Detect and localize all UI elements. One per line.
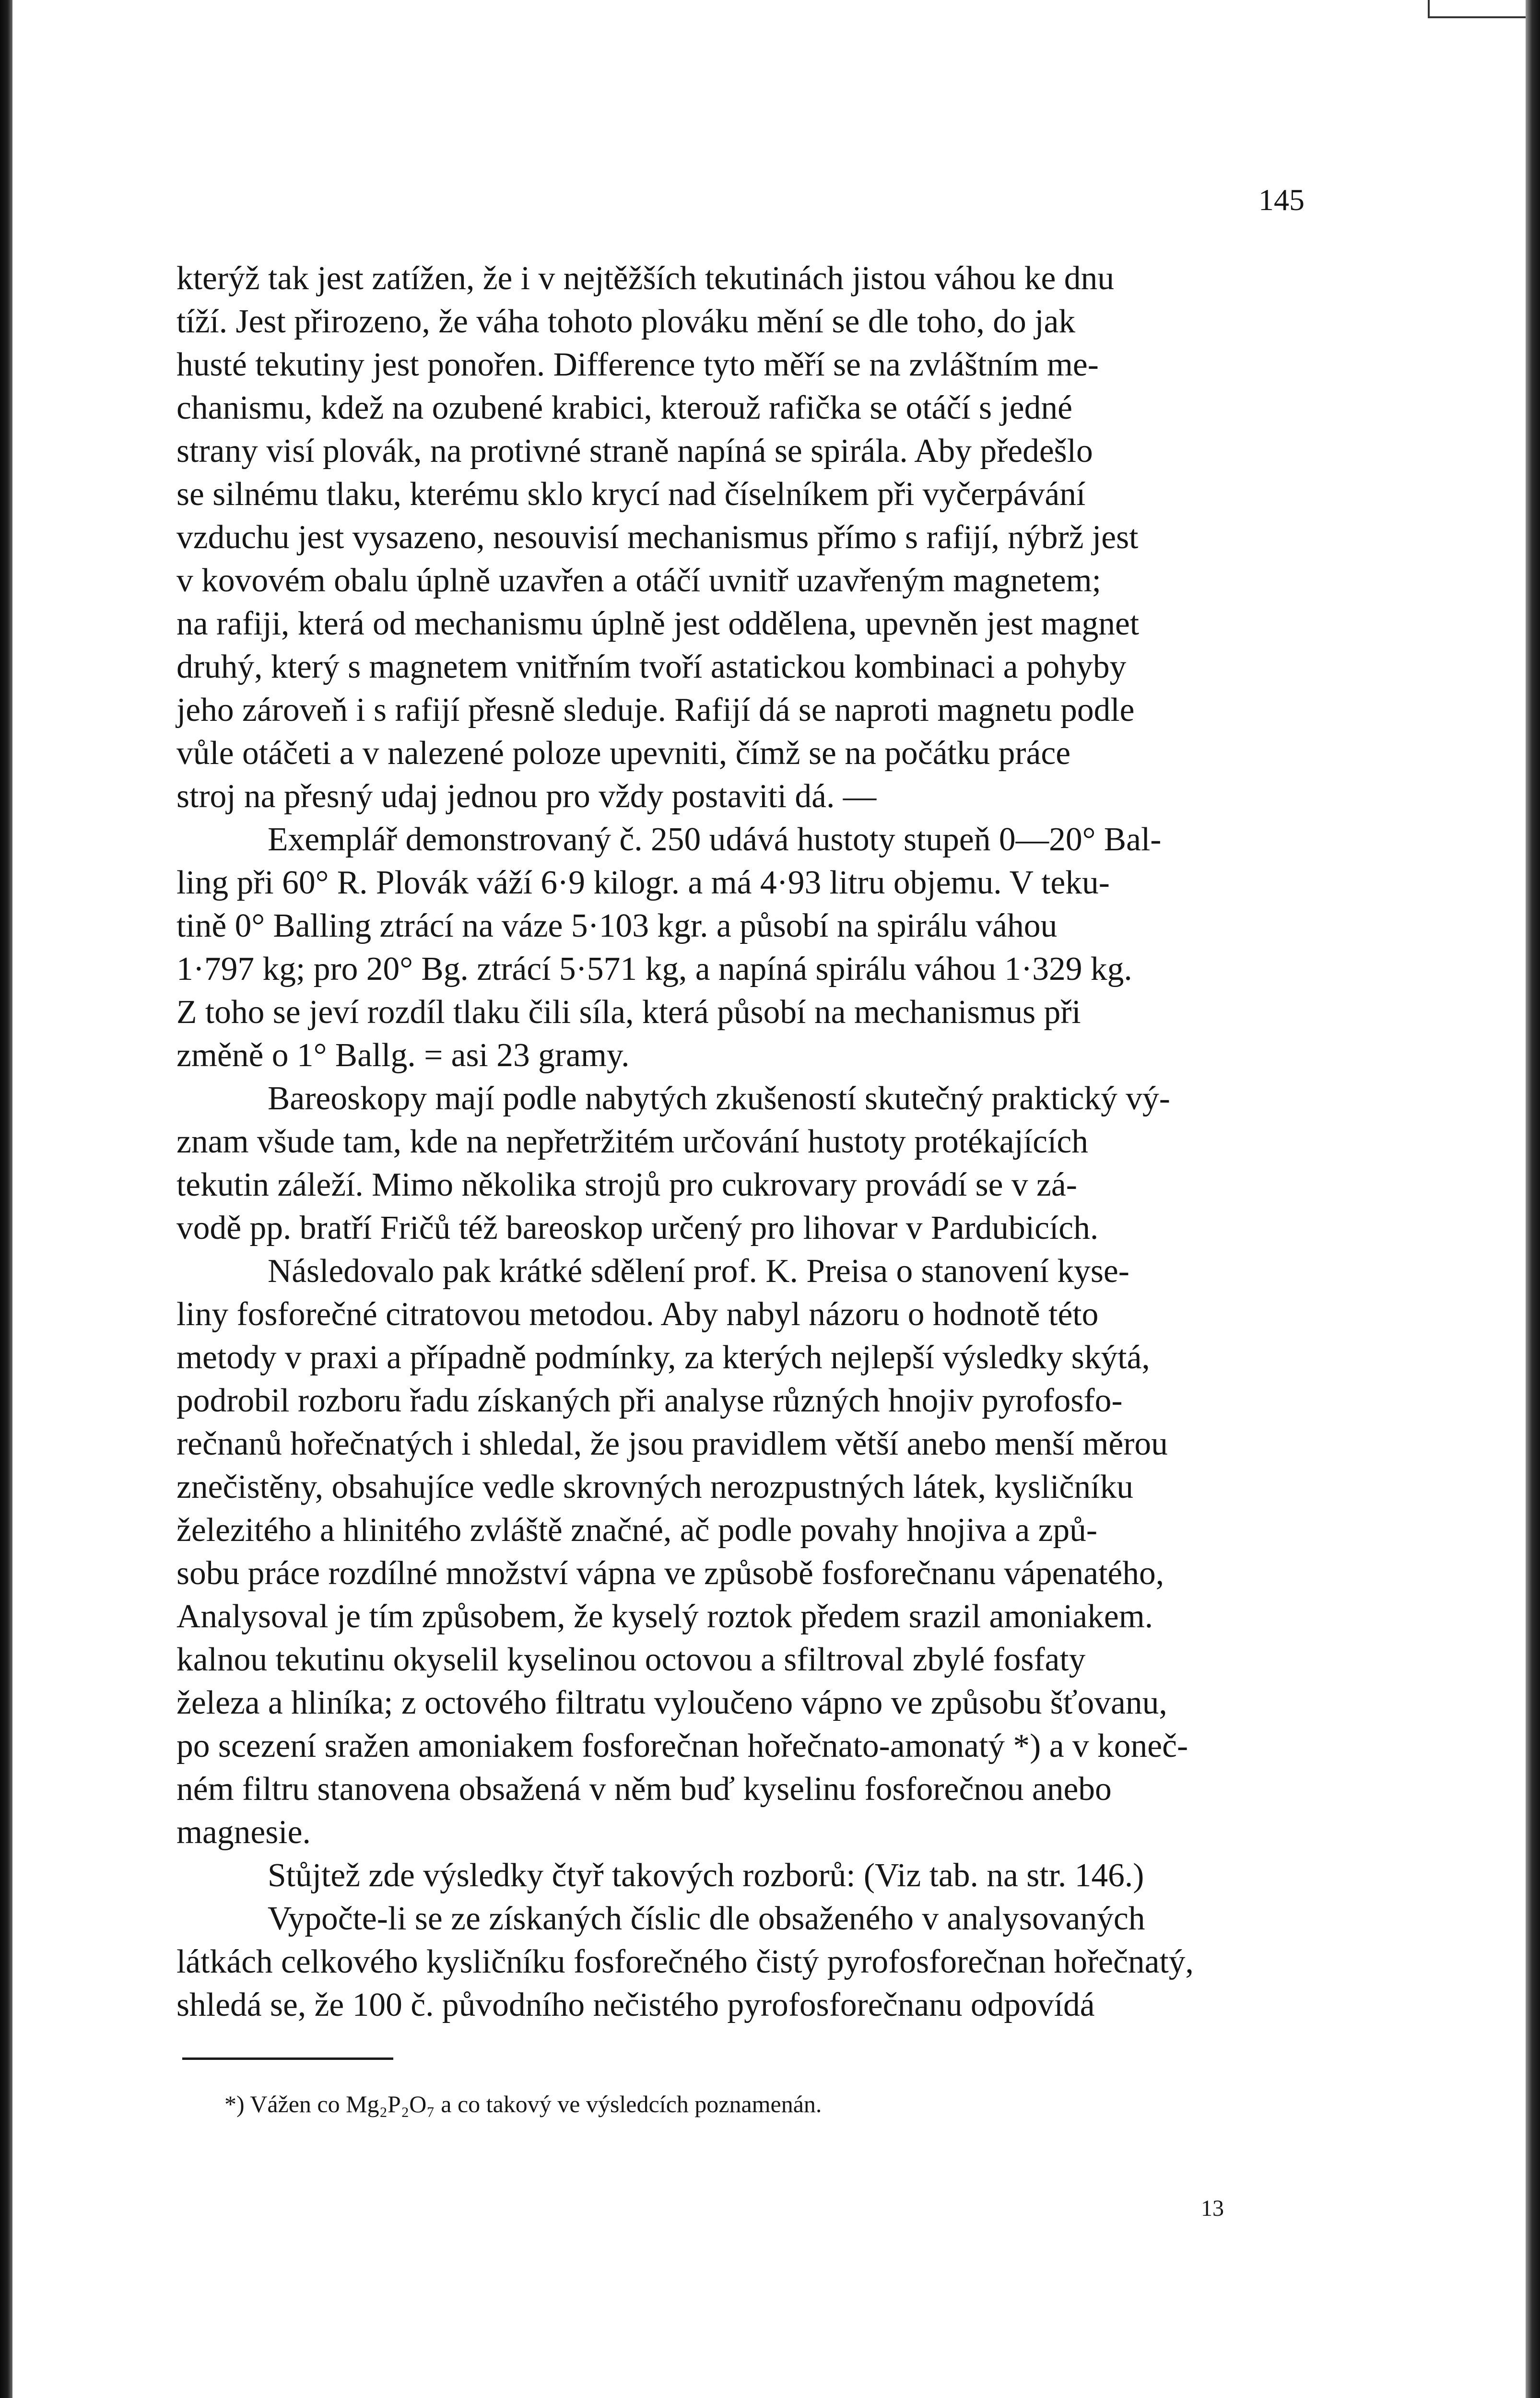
text-line (176, 861, 1305, 905)
text-line (176, 775, 1305, 818)
text-line (176, 473, 1305, 516)
text-line-content: Bareoskopy mají podle nabytých zkušeností skutečný praktický vý- (268, 1080, 1170, 1117)
text-line (176, 430, 1305, 473)
text-line (176, 1725, 1305, 1768)
text-line (176, 1207, 1305, 1250)
text-line-content: v kovovém obalu úplně uzavřen a otáčí uvnitř uzavřeným magnetem; (176, 562, 1101, 599)
text-line-content: 1·797 kg; pro 20° Bg. ztrácí 5·571 kg, a napíná spirálu váhou 1·329 kg. (176, 951, 1132, 987)
scan-left-edge (0, 0, 12, 2398)
text-line-content: se silnému tlaku, kterému sklo krycí nad číselníkem při vyčerpávání (176, 476, 1086, 513)
text-line-content: ling při 60° R. Plovák váží 6·9 kilogr. a má 4·93 litru objemu. V teku- (176, 864, 1110, 901)
text-line (176, 1638, 1305, 1681)
text-line-content: jeho zároveň i s rafijí přesně sleduje. Rafijí dá se naproti magnetu podle (176, 692, 1135, 729)
text-line (176, 991, 1305, 1034)
text-line-content: husté tekutiny jest ponořen. Difference tyto měří se na zvláštním me- (176, 346, 1099, 383)
text-line-content: podrobil rozboru řadu získaných při analyse různých hnojiv pyrofosfo- (176, 1382, 1123, 1419)
text-line (176, 732, 1305, 775)
footnote-rule (182, 2057, 393, 2060)
text-line-content: tíží. Jest přirozeno, že váha tohoto plováku mění se dle toho, do jak (176, 303, 1076, 340)
text-line (176, 387, 1305, 430)
text-line-content: změně o 1° Ballg. = asi 23 gramy. (176, 1037, 630, 1074)
text-line (176, 343, 1305, 387)
text-line-content: vůle otáčeti a v nalezené poloze upevniti, čímž se na počátku práce (176, 735, 1071, 772)
text-line (176, 1120, 1305, 1164)
text-line-content: Vypočte-li se ze získaných číslic dle obsaženého v analysovaných (268, 1900, 1145, 1937)
text-line (176, 1164, 1305, 1207)
text-line (176, 1293, 1305, 1336)
text-line (176, 948, 1305, 991)
text-line-content: vodě pp. bratří Fričů též bareoskop určený pro lihovar v Pardubicích. (176, 1210, 1099, 1246)
text-line (176, 1595, 1305, 1638)
text-line-content: shledá se, že 100 č. původního nečistého pyrofosforečnanu odpovídá (176, 1987, 1095, 2023)
text-line (176, 1854, 1305, 1897)
body-text (176, 257, 1305, 2027)
text-line-content: metody v praxi a případně podmínky, za kterých nejlepší výsledky skýtá, (176, 1339, 1150, 1376)
text-line (176, 1768, 1305, 1811)
text-line-content: ném filtru stanovena obsažená v něm buď kyselinu fosforečnou anebo (176, 1771, 1112, 1808)
text-line-content: znečistěny, obsahujíce vedle skrovných nerozpustných látek, kysličníku (176, 1469, 1133, 1505)
scan-right-edge (1526, 0, 1540, 2398)
text-line (176, 1077, 1305, 1120)
text-line (176, 516, 1305, 559)
text-line-content: látkách celkového kysličníku fosforečného čistý pyrofosforečnan hořečnatý, (176, 1943, 1194, 1980)
text-line-content: kterýž tak jest zatížen, že i v nejtěžších tekutinách jistou váhou ke dnu (176, 260, 1114, 297)
text-line (176, 257, 1305, 300)
text-line-content: železitého a hlinitého zvláště značné, ač podle povahy hnojiva a způ- (176, 1512, 1098, 1549)
text-line-content: Exemplář demonstrovaný č. 250 udává hustoty stupeň 0—20° Bal- (268, 821, 1162, 858)
text-line (176, 1422, 1305, 1466)
scan-corner-mark (1428, 0, 1526, 18)
text-line (176, 1336, 1305, 1379)
text-line (176, 1897, 1305, 1940)
text-line-content: Následovalo pak krátké sdělení prof. K. Preisa o stanovení kyse- (268, 1253, 1129, 1290)
text-line-content: Analysoval je tím způsobem, že kyselý roztok předem srazil amoniakem. (176, 1598, 1153, 1635)
text-line-content: vzduchu jest vysazeno, nesouvisí mechanismus přímo s rafijí, nýbrž jest (176, 519, 1139, 556)
text-line-content: železa a hliníka; z octového filtratu vyloučeno vápno ve způsobu šťovanu, (176, 1684, 1167, 1721)
text-line-content: na rafiji, která od mechanismu úplně jest oddělena, upevněn jest magnet (176, 605, 1140, 642)
text-line (176, 1509, 1305, 1552)
signature-mark: 13 (1201, 2196, 1224, 2221)
text-line (176, 559, 1305, 602)
text-line-content: rečnanů hořečnatých i shledal, že jsou pravidlem větší anebo menší měrou (176, 1425, 1168, 1462)
text-line-content: chanismu, kdež na ozubené krabici, kterouž rafička se otáčí s jedné (176, 389, 1072, 426)
text-line (176, 1984, 1305, 2027)
text-line-content: strany visí plovák, na protivné straně napíná se spirála. Aby předešlo (176, 433, 1093, 470)
text-line-content: po scezení sražen amoniakem fosforečnan hořečnato-amonatý *) a v koneč- (176, 1728, 1188, 1764)
text-line-content: stroj na přesný udaj jednou pro vždy postaviti dá. — (176, 778, 877, 815)
text-line-content: sobu práce rozdílné množství vápna ve způsobě fosforečnanu vápenatého, (176, 1555, 1164, 1592)
text-line (176, 1379, 1305, 1422)
text-line (176, 1552, 1305, 1595)
text-line-content: znam všude tam, kde na nepřetržitém určování hustoty protékajících (176, 1123, 1088, 1160)
text-line (176, 818, 1305, 861)
text-line (176, 1940, 1305, 1984)
text-line-content: tekutin záleží. Mimo několika strojů pro cukrovary provádí se v zá- (176, 1166, 1077, 1203)
footnote: *) Vážen co Mg₂P₂O₇ a co takový ve výsledcích poznamenán. (224, 2091, 822, 2117)
text-line (176, 1466, 1305, 1509)
text-line (176, 1681, 1305, 1725)
text-line (176, 1034, 1305, 1077)
text-line-content: kalnou tekutinu okyselil kyselinou octovou a sfiltroval zbylé fosfaty (176, 1641, 1086, 1678)
text-line-content: Stůjtež zde výsledky čtyř takových rozborů: (Viz tab. na str. 146.) (268, 1857, 1144, 1894)
text-line (176, 905, 1305, 948)
text-line-content: magnesie. (176, 1814, 311, 1851)
text-line (176, 602, 1305, 646)
text-line-content: tině 0° Balling ztrácí na váze 5·103 kgr. a působí na spirálu váhou (176, 907, 1058, 944)
text-line (176, 689, 1305, 732)
text-line (176, 1250, 1305, 1293)
text-line (176, 646, 1305, 689)
text-line-content: druhý, který s magnetem vnitřním tvoří astatickou kombinaci a pohyby (176, 648, 1127, 685)
text-line (176, 300, 1305, 343)
text-line-content: Z toho se jeví rozdíl tlaku čili síla, která působí na mechanismus při (176, 994, 1081, 1031)
text-line (176, 1811, 1305, 1854)
page-number: 145 (1258, 183, 1305, 217)
text-line-content: liny fosforečné citratovou metodou. Aby nabyl názoru o hodnotě této (176, 1296, 1099, 1333)
